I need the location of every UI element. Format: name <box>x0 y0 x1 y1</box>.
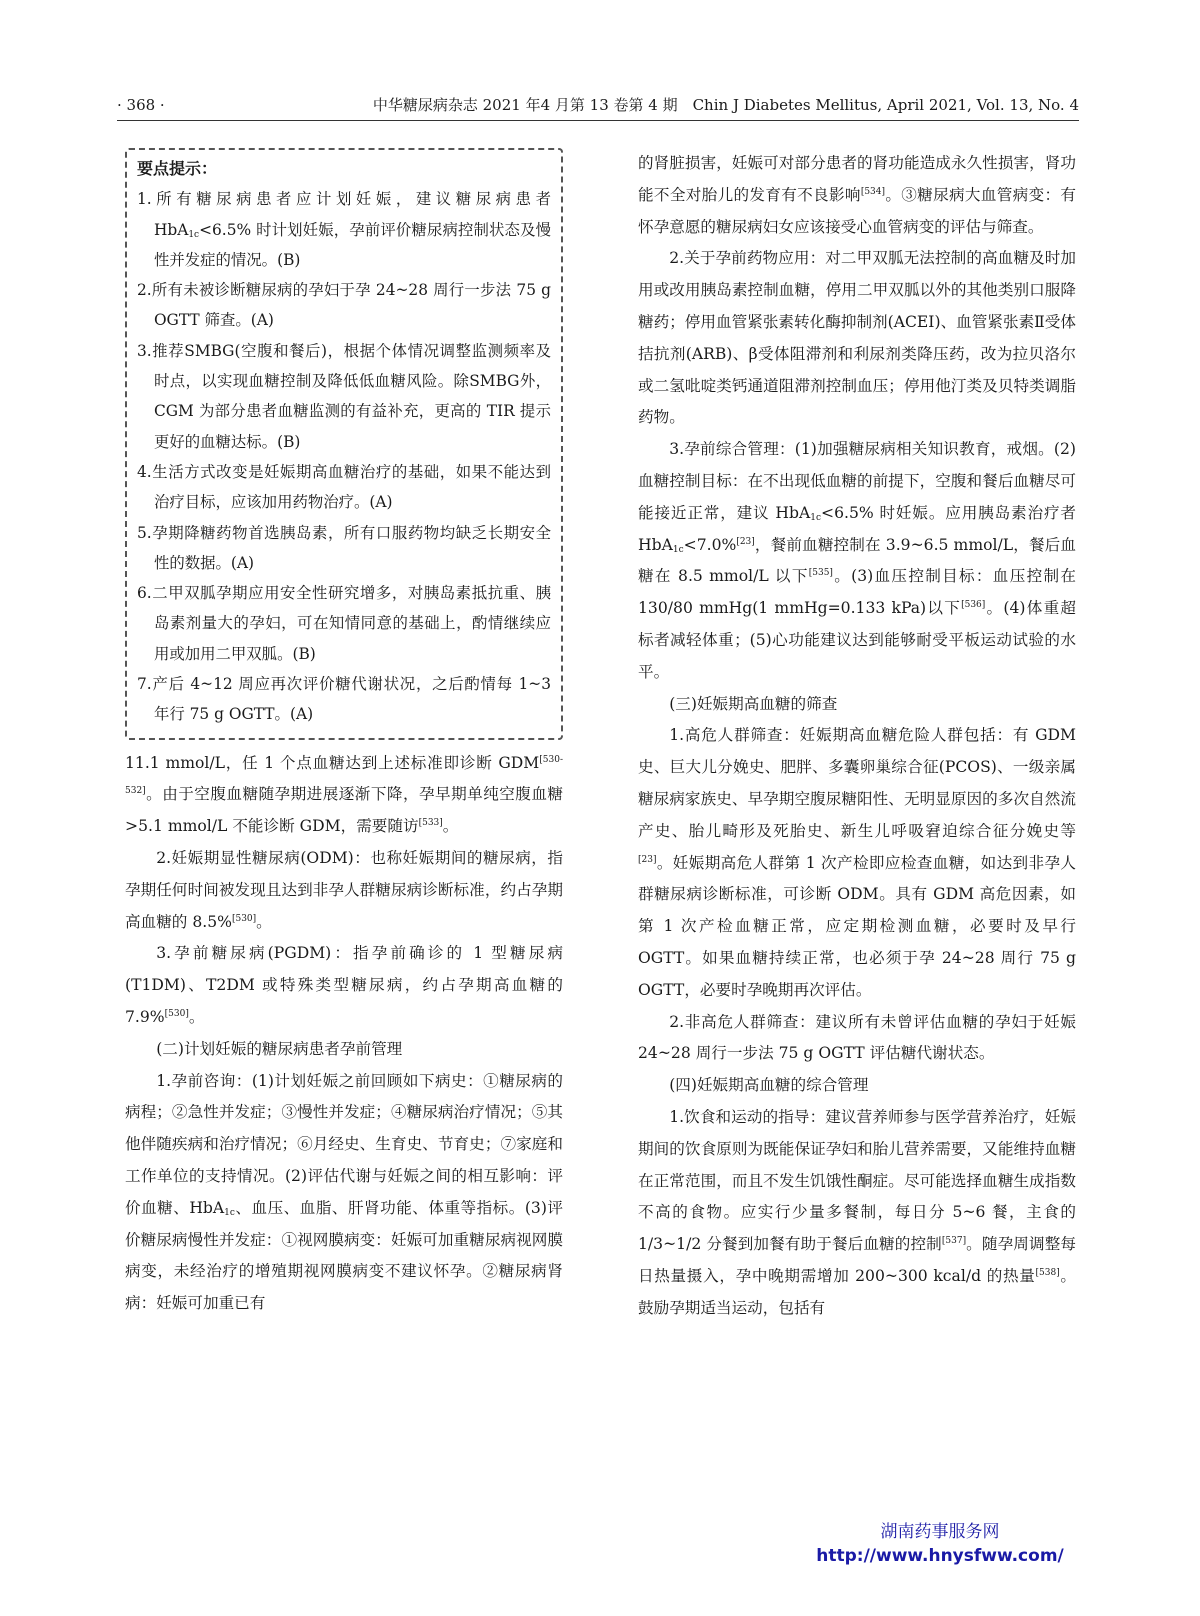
key-point-item: 1.所有糖尿病患者应计划妊娠，建议糖尿病患者HbA$_{1c}$<6.5% 时计划妊娠，孕前评价糖尿病控制状态及慢性并发症的情况。(B) <box>137 190 551 269</box>
paragraph: 的肾脏损害，妊娠可对部分患者的肾功能造成永久性损害，肾功能不全对胎儿的发育有不良影响[534]。③糖尿病大血管病变：有怀孕意愿的糖尿病妇女应该接受心血管病变的评估与筛查。 <box>638 154 1076 236</box>
key-point-item: 6.二甲双胍孕期应用安全性研究增多，对胰岛素抵抗重、胰岛素剂量大的孕妇，可在知情同意的基础上，酌情继续应用或加用二甲双胍。(B) <box>137 584 551 663</box>
watermark-url: http://www.hnysfww.com/ <box>816 1546 1064 1566</box>
journal-citation: 中华糖尿病杂志 2021 年4 月第 13 卷第 4 期 Chin J Diabetes Mellitus, April 2021, Vol. 13, No. 4 <box>372 96 1079 114</box>
key-points-title: 要点提示： <box>137 159 218 178</box>
citation: [23] <box>736 536 755 547</box>
key-point-item: 2.所有未被诊断糖尿病的孕妇于孕 24~28 周行一步法 75 g OGTT 筛查。(A) <box>137 281 551 330</box>
section-heading: (三)妊娠期高血糖的筛查 <box>669 694 838 713</box>
paragraph: 11.1 mmol/L，任 1 个点血糖达到上述标准即诊断 GDM[530-532]。由于空腹血糖随孕期进展逐渐下降，孕早期单纯空腹血糖>5.1 mmol/L 不能诊断 GDM，需要随访[533]。 <box>125 753 563 836</box>
key-points-box <box>125 148 563 740</box>
left-column <box>125 148 563 1320</box>
citation: [536] <box>961 600 986 611</box>
citation: [534] <box>860 186 886 197</box>
paragraph: 2.妊娠期显性糖尿病(ODM)：也称妊娠期间的糖尿病，指孕期任何时间被发现且达到非孕人群糖尿病诊断标准，约占孕期高血糖的 8.5%[530]。 <box>125 849 563 931</box>
citation: [538] <box>1035 1267 1060 1278</box>
key-point-item: 3.推荐SMBG(空腹和餐后)，根据个体情况调整监测频率及时点，以实现血糖控制及降低低血糖风险。除SMBG外，CGM 为部分患者血糖监测的有益补充，更高的 TIR 提示更好的血糖达标。(B) <box>137 341 551 451</box>
citation: [537] <box>941 1236 967 1247</box>
watermark-site-name: 湖南药事服务网 <box>880 1522 1000 1542</box>
paragraph: 1.高危人群筛查：妊娠期高血糖危险人群包括：有 GDM 史、巨大儿分娩史、肥胖、多囊卵巢综合征(PCOS)、一级亲属糖尿病家族史、早孕期空腹尿糖阳性、无明显原因的多次自然流产史、胎儿畸形及死胎史、新生儿呼吸窘迫综合征分娩史等[23]。妊娠期高危人群第 1 次产检即应检查血糖，如达到非孕人群糖尿病诊断标准，可诊断 ODM。具有 GDM 高危因素，如第 1 次产检血糖正常，应定期检测血糖，必要时及早行 OGTT。如果血糖持续正常，也必须于孕 24~28 周行 75 g OGTT，必要时孕晚期再次评估。 <box>638 726 1076 999</box>
page-number: · 368 · <box>117 96 165 114</box>
paragraph: 2.非高危人群筛查：建议所有未曾评估血糖的孕妇于妊娠 24~28 周行一步法 75 g OGTT 评估糖代谢状态。 <box>638 1012 1076 1063</box>
citation: [530-532] <box>125 754 563 797</box>
paragraph: 3.孕前综合管理：(1)加强糖尿病相关知识教育，戒烟。(2)血糖控制目标：在不出现低血糖的前提下，空腹和餐后血糖尽可能接近正常，建议 HbA$_{1c}$<6.5% 时妊娠。应用胰岛素治疗者 HbA$_{1c}$<7.0%[23]，餐前血糖控制在 3.9~6.5 mmol/L，餐后血糖在 8.5 mmol/L 以下[535]。(3)血压控制目标：血压控制在 130/80 mmHg(1 mmHg=0.133 kPa)以下[536]。(4)体重超标者减轻体重；(5)心功能建议达到能够耐受平板运动试验的水平。 <box>638 440 1077 681</box>
section-heading: (二)计划妊娠的糖尿病患者孕前管理 <box>156 1039 403 1058</box>
citation: [533] <box>418 818 443 829</box>
right-column <box>638 148 1076 1324</box>
key-point-item: 7.产后 4~12 周应再次评价糖代谢状况，之后酌情每 1~3 年行 75 g OGTT。(A) <box>137 675 551 724</box>
citation: [535] <box>808 568 833 579</box>
section-heading: (四)妊娠期高血糖的综合管理 <box>669 1076 869 1095</box>
paragraph: 1.饮食和运动的指导：建议营养师参与医学营养治疗，妊娠期间的饮食原则为既能保证孕妇和胎儿营养需要，又能维持血糖在正常范围，而且不发生饥饿性酮症。尽可能选择血糖生成指数不高的食物。应实行少量多餐制，每日分 5~6 餐，主食的 1/3~1/2 分餐到加餐有助于餐后血糖的控制[537]。随孕周调整每日热量摄入，孕中晚期需增加 200~300 kcal/d 的热量[538]。鼓励孕期适当运动，包括有 <box>638 1107 1076 1317</box>
citation: [530] <box>231 913 257 924</box>
watermark <box>810 1520 1070 1568</box>
citation: [530] <box>164 1009 189 1020</box>
key-point-item: 5.孕期降糖药物首选胰岛素，所有口服药物均缺乏长期安全性的数据。(A) <box>137 523 551 572</box>
key-point-item: 4.生活方式改变是妊娠期高血糖治疗的基础，如果不能达到治疗目标，应该加用药物治疗。(A) <box>137 462 551 512</box>
paragraph: 1.孕前咨询：(1)计划妊娠之前回顾如下病史：①糖尿病的病程；②急性并发症；③慢性并发症；④糖尿病治疗情况；⑤其他伴随疾病和治疗情况；⑥月经史、生育史、节育史；⑦家庭和工作单位的支持情况。(2)评估代谢与妊娠之间的相互影响：评价血糖、HbA$_{1c}$、血压、血脂、肝肾功能、体重等指标。(3)评价糖尿病慢性并发症：①视网膜病变：妊娠可加重糖尿病视网膜病变，未经治疗的增殖期视网膜病变不建议怀孕。②糖尿病肾病：妊娠可加重已有 <box>125 1071 563 1313</box>
running-header <box>117 92 1079 121</box>
paragraph: 3.孕前糖尿病(PGDM)：指孕前确诊的 1 型糖尿病(T1DM)、T2DM 或特殊类型糖尿病，约占孕期高血糖的 7.9%[530]。 <box>125 944 563 1027</box>
citation: [23] <box>638 854 657 865</box>
paragraph: 2.关于孕前药物应用：对二甲双胍无法控制的高血糖及时加用或改用胰岛素控制血糖，停用二甲双胍以外的其他类别口服降糖药；停用血管紧张素转化酶抑制剂(ACEI)、血管紧张素Ⅱ受体拮抗剂(ARB)、β受体阻滞剂和利尿剂类降压药，改为拉贝洛尔或二氢吡啶类钙通道阻滞剂控制血压；停用他汀类及贝特类调脂药物。 <box>638 249 1076 427</box>
